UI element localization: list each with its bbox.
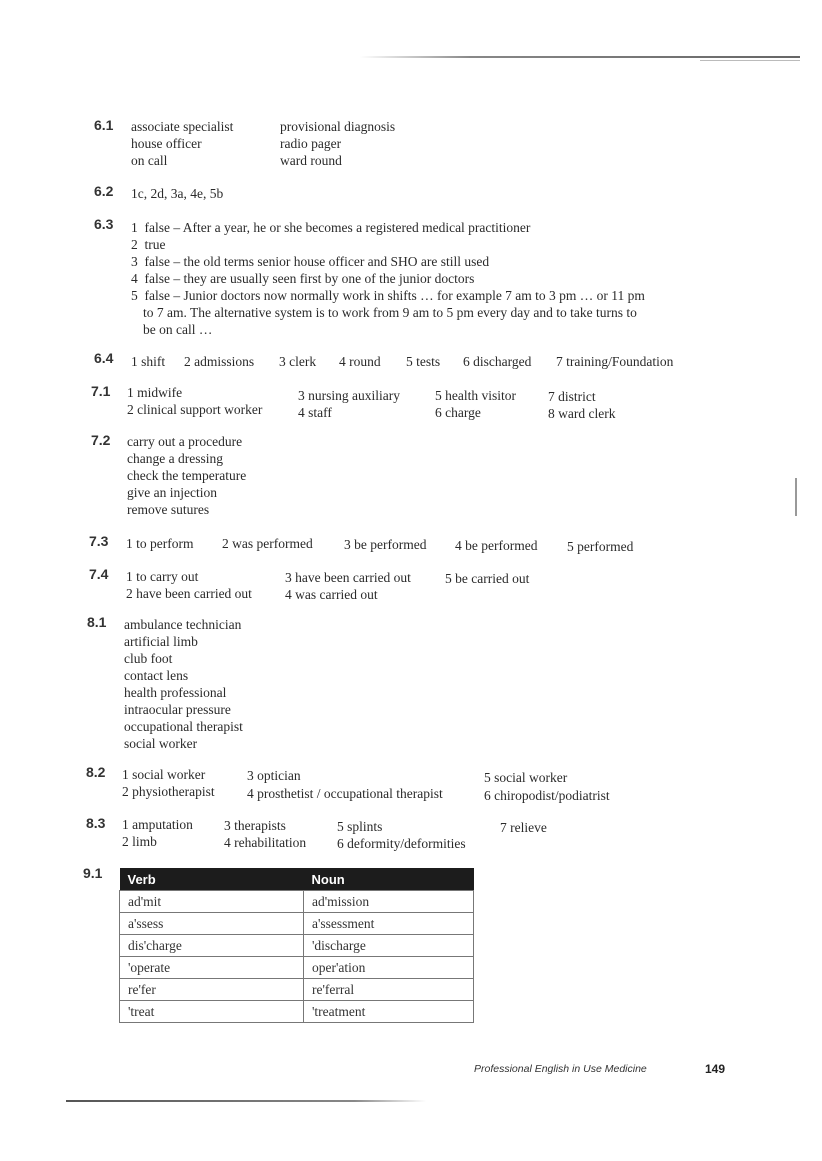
answer-text: 1c, 2d, 3a, 4e, 5b xyxy=(131,186,224,201)
table-cell: ad'mit xyxy=(120,891,304,913)
table-cell: 'treatment xyxy=(304,1001,474,1023)
list-item: 5 false – Junior doctors now normally work in shifts … for example 7 am to 3 pm … or 11 pm xyxy=(131,288,645,303)
table-cell: dis'charge xyxy=(120,935,304,957)
table-row xyxy=(120,979,474,1001)
answer-item: 4 rehabilitation xyxy=(224,835,307,850)
answer-item: 4 was carried out xyxy=(285,587,378,602)
answer-item: 3 be performed xyxy=(344,537,427,552)
answer-text: on call xyxy=(131,153,168,168)
answer-text: ambulance technician xyxy=(124,617,242,632)
answer-item: 7 training/Foundation xyxy=(556,354,674,369)
answer-item: 2 limb xyxy=(122,834,157,849)
answer-item: 4 be performed xyxy=(455,538,538,553)
section-number: 6.3 xyxy=(94,216,114,232)
bottom-rule xyxy=(66,1100,426,1102)
answer-item: 2 admissions xyxy=(184,354,255,369)
answer-item: 4 round xyxy=(339,354,381,369)
table-cell: 'treat xyxy=(120,1001,304,1023)
answer-text: ward round xyxy=(280,153,342,168)
answer-item: 1 to perform xyxy=(126,536,194,551)
answer-text: club foot xyxy=(124,651,173,666)
answer-text: give an injection xyxy=(127,485,217,500)
section-number: 6.4 xyxy=(94,350,114,366)
answer-item: 5 health visitor xyxy=(435,388,516,403)
answer-item: 3 clerk xyxy=(279,354,317,369)
list-item: 4 false – they are usually seen first by one of the junior doctors xyxy=(131,271,475,286)
section-number: 7.2 xyxy=(91,432,111,448)
section-number: 6.2 xyxy=(94,183,114,199)
answer-text: social worker xyxy=(124,736,198,751)
answer-list xyxy=(280,118,395,169)
list-item: 1 false – After a year, he or she becomes a registered medical practitioner xyxy=(131,220,531,235)
answer-text: associate specialist xyxy=(131,119,234,134)
top-rule-secondary xyxy=(700,60,800,61)
table-cell: a'ssess xyxy=(120,913,304,935)
answer-item: 5 be carried out xyxy=(445,571,530,586)
answer-item: 1 midwife xyxy=(127,385,183,400)
section-number: 9.1 xyxy=(83,865,103,881)
answer-item: 8 ward clerk xyxy=(548,406,616,421)
answer-text: check the temperature xyxy=(127,468,247,483)
table-row xyxy=(120,935,474,957)
answer-item: 3 optician xyxy=(247,768,301,783)
answer-item: 4 prosthetist / occupational therapist xyxy=(247,786,443,801)
answer-item: 7 district xyxy=(548,389,596,404)
answer-item: 5 performed xyxy=(567,539,634,554)
answer-item: 3 have been carried out xyxy=(285,570,411,585)
list-item: 3 false – the old terms senior house officer and SHO are still used xyxy=(131,254,490,269)
answer-text: house officer xyxy=(131,136,202,151)
answer-text: provisional diagnosis xyxy=(280,119,396,134)
answer-text: change a dressing xyxy=(127,451,223,466)
section-number: 7.4 xyxy=(89,566,109,582)
page-number: 149 xyxy=(705,1062,726,1076)
table-cell: 'discharge xyxy=(304,935,474,957)
answer-list xyxy=(127,433,246,518)
table-row xyxy=(120,1001,474,1023)
margin-mark xyxy=(795,478,797,516)
answer-item: 5 social worker xyxy=(484,770,568,785)
book-title: Professional English in Use Medicine xyxy=(474,1063,647,1075)
answer-list xyxy=(131,219,645,338)
answer-text: health professional xyxy=(124,685,227,700)
table-row xyxy=(120,891,474,913)
answer-item: 1 social worker xyxy=(122,767,206,782)
answer-item: 3 therapists xyxy=(224,818,286,833)
list-item-continuation: be on call … xyxy=(143,322,213,337)
list-item: 2 true xyxy=(131,237,166,252)
table-cell: re'fer xyxy=(120,979,304,1001)
column-header: Verb xyxy=(120,868,304,891)
table-cell: oper'ation xyxy=(304,957,474,979)
answer-item: 2 physiotherapist xyxy=(122,784,215,799)
section-number: 8.3 xyxy=(86,815,106,831)
answer-text: carry out a procedure xyxy=(127,434,243,449)
answer-item: 6 discharged xyxy=(463,354,532,369)
list-item-continuation: to 7 am. The alternative system is to work from 9 am to 5 pm every day and to take turns to xyxy=(143,305,637,320)
table-cell: 'operate xyxy=(120,957,304,979)
answer-text: occupational therapist xyxy=(124,719,243,734)
answer-item: 3 nursing auxiliary xyxy=(298,388,400,403)
answer-item: 6 charge xyxy=(435,405,481,420)
answer-list xyxy=(131,118,233,169)
answer-text: contact lens xyxy=(124,668,189,683)
section-number: 8.1 xyxy=(87,614,107,630)
answer-item: 5 tests xyxy=(406,354,441,369)
answer-text: radio pager xyxy=(280,136,342,151)
table-cell: a'ssessment xyxy=(304,913,474,935)
answer-item: 7 relieve xyxy=(500,820,547,835)
section-number: 8.2 xyxy=(86,764,106,780)
answer-text: remove sutures xyxy=(127,502,210,517)
answer-item: 2 clinical support worker xyxy=(127,402,263,417)
table-cell: ad'mission xyxy=(304,891,474,913)
table-cell: re'ferral xyxy=(304,979,474,1001)
verb-noun-table xyxy=(119,868,474,1023)
answer-item: 5 splints xyxy=(337,819,383,834)
answer-item: 1 shift xyxy=(131,354,166,369)
answer-text: artificial limb xyxy=(124,634,198,649)
section-number: 6.1 xyxy=(94,117,114,133)
answer-item: 1 to carry out xyxy=(126,569,199,584)
answer-item: 2 have been carried out xyxy=(126,586,252,601)
table-row xyxy=(120,957,474,979)
table-row xyxy=(120,913,474,935)
answer-item: 6 deformity/deformities xyxy=(337,836,466,851)
table-header-row xyxy=(120,868,474,891)
answer-text: intraocular pressure xyxy=(124,702,231,717)
answer-item: 2 was performed xyxy=(222,536,313,551)
column-header: Noun xyxy=(304,868,474,891)
section-number: 7.3 xyxy=(89,533,109,549)
answer-item: 6 chiropodist/podiatrist xyxy=(484,788,610,803)
answer-item: 4 staff xyxy=(298,405,332,420)
answer-list xyxy=(124,616,243,752)
section-number: 7.1 xyxy=(91,383,111,399)
answer-item: 1 amputation xyxy=(122,817,193,832)
top-rule xyxy=(360,56,800,58)
